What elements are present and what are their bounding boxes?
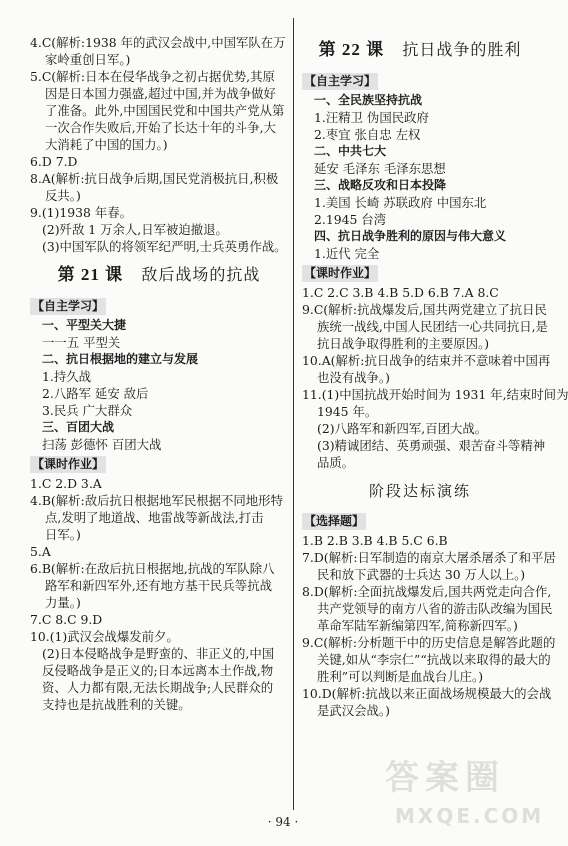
self-study-answers: [302, 92, 538, 262]
answer-line: 3.民兵 广大群众: [42, 403, 133, 418]
answer-line: 4.C(解析:1938 年的武汉会战中,中国军队在万: [30, 35, 286, 50]
section-label: 【课时作业】: [32, 457, 105, 471]
answer-line: 了准备。此外,中国国民党和中国共产党从第: [45, 103, 285, 118]
section-label: 【自主学习】: [304, 74, 377, 88]
homework-answers: [302, 284, 568, 471]
page-number: · 94 ·: [267, 815, 299, 829]
answer-line: 大消耗了中国的国力。): [45, 137, 168, 152]
answer-line: 2.八路军 延安 敌后: [42, 386, 149, 401]
answer-line: 1.美国 长崎 苏联政府 中国东北: [314, 195, 487, 210]
answer-line: 6.D 7.D: [30, 154, 78, 169]
answer-line: 6.B(解析:在敌后抗日根据地,抗战的军队除八: [30, 561, 275, 576]
answer-line: 7.D(解析:日军制造的南京大屠杀屠杀了和平居: [302, 550, 556, 565]
answer-line: 5.A: [30, 544, 51, 559]
answer-line: 8.A(解析:抗日战争后期,国民党消极抗日,积极: [30, 171, 279, 186]
previous-lesson-answers: [30, 34, 288, 255]
answer-line: 民和放下武器的士兵达 30 万人以上。): [317, 567, 526, 582]
answer-line: 扫荡 彭德怀 百团大战: [42, 437, 162, 452]
answer-line: 路军和新四军外,还有地方基干民兵等抗战: [45, 578, 272, 593]
answer-line: 10.D(解析:抗战以来正面战场规模最大的会战: [302, 686, 552, 701]
column-divider: [293, 18, 294, 810]
lesson-number: 第 22 课: [318, 40, 385, 59]
answer-line: 家岭重创日军。): [45, 52, 131, 67]
answer-line: 10.(1)武汉会战爆发前夕。: [30, 629, 179, 644]
subheading: 三、战略反攻和日本投降: [314, 178, 447, 192]
answer-line: (2)八路军和新四军,百团大战。: [317, 421, 488, 436]
answer-line: 关键,如从“李宗仁”“抗战以来取得的最大的: [317, 652, 551, 667]
answer-line: (3)中国军队的将领军纪严明,士兵英勇作战。: [42, 239, 287, 254]
homework-answers: [30, 475, 288, 713]
lesson-22-heading: [302, 38, 538, 62]
subheading: 一、平型关大捷: [42, 318, 127, 332]
answer-line: 5.C(解析:日本在侵华战争之初占据优势,其原: [30, 69, 275, 84]
section-label: 【课时作业】: [304, 266, 377, 280]
answer-line: 1.C 2.D 3.A: [30, 476, 102, 491]
left-column: [30, 34, 288, 713]
answer-line: 日军。): [45, 527, 81, 542]
right-column: [302, 38, 568, 719]
answer-line: (3)精诚团结、英勇顽强、艰苦奋斗等精神: [317, 438, 546, 453]
answer-line: 反共。): [45, 188, 81, 203]
answer-line: 1945 年。: [317, 404, 378, 419]
answer-line: (2)歼敌 1 万余人,日军被迫撤退。: [42, 222, 228, 237]
subheading: 三、百团大战: [42, 420, 115, 434]
answer-line: 1.C 2.C 3.B 4.B 5.D 6.B 7.A 8.C: [302, 285, 499, 300]
answer-line: 1.近代 完全: [314, 246, 380, 261]
lesson-number: 第 21 课: [57, 265, 124, 284]
answer-line: 族统一战线,中国人民团结一心共同抗日,是: [317, 319, 548, 334]
answer-line: 9.C(解析:抗战爆发后,国共两党建立了抗日民: [302, 302, 547, 317]
answer-line: 11.(1)中国抗战开始时间为 1931 年,结束时间为: [302, 387, 568, 402]
subheading: 一、全民族坚持抗战: [314, 93, 423, 107]
answer-line: 是武汉会战。): [317, 703, 390, 718]
answer-line: 2.枣宜 张自忠 左权: [314, 127, 421, 142]
answer-line: 力量。): [45, 595, 81, 610]
answer-line: 9.C(解析:分析题干中的历史信息是解答此题的: [302, 635, 556, 650]
answer-line: 一一五 平型关: [42, 335, 121, 350]
subheading: 四、抗日战争胜利的原因与伟大意义: [314, 229, 507, 243]
answer-line: 10.A(解析:抗日战争的结束并不意味着中国再: [302, 353, 551, 368]
answer-line: (2)日本侵略战争是野蛮的、非正义的,中国: [42, 646, 275, 661]
section-label: 【自主学习】: [32, 299, 105, 313]
subheading: 二、抗日根据地的建立与发展: [42, 352, 199, 366]
lesson-title: 抗日战争的胜利: [402, 40, 522, 59]
answer-line: 一次合作失败后,开始了长达十年的斗争,大: [45, 120, 276, 135]
answer-line: 7.C 8.C 9.D: [30, 612, 103, 627]
answer-line: 共产党领导的南方八省的游击队改编为国民: [317, 601, 553, 616]
stage-title: 阶段达标演练: [368, 482, 471, 500]
answer-line: 革命军陆军新编第四军,简称新四军。): [317, 618, 518, 633]
answer-line: 1.B 2.B 3.B 4.B 5.C 6.B: [302, 533, 448, 548]
lesson-21-heading: [30, 263, 288, 287]
answer-line: 支持也是抗战胜利的关键。: [42, 697, 191, 712]
answer-line: 点,发明了地道战、地雷战等新战法,打击: [45, 510, 264, 525]
subheading: 二、中共七大: [314, 144, 387, 158]
answer-line: 抗日战争取得胜利的主要原因。): [317, 336, 490, 351]
answer-line: 品质。: [317, 455, 355, 470]
choice-answers: [302, 532, 556, 719]
lesson-title: 敌后战场的抗战: [141, 265, 261, 284]
answer-line: 也没有战争。): [317, 370, 390, 385]
answer-line: 1.汪精卫 伪国民政府: [314, 110, 429, 125]
answer-line: 资、人力都有限,无法长期战争;人民群众的: [42, 680, 274, 695]
answer-line: 2.1945 台湾: [314, 212, 387, 227]
answer-line: 1.持久战: [42, 369, 91, 384]
answer-line: 9.(1)1938 年春。: [30, 205, 133, 220]
self-study-answers: [30, 317, 288, 453]
watermark-url: MXQE.COM: [395, 804, 545, 828]
answer-line: 4.B(解析:敌后抗日根据地军民根据不同地形特: [30, 493, 283, 508]
answer-line: 8.D(解析:全面抗战爆发后,国共两党走向合作,: [302, 584, 552, 599]
answer-line: 因是日本国力强盛,超过中国,并为战争做好: [45, 86, 276, 101]
answer-line: 延安 毛泽东 毛泽东思想: [314, 161, 446, 176]
answer-line: 胜利”可以判断是血战台儿庄。): [317, 669, 484, 684]
answer-line: 反侵略战争是正义的;日本远离本土作战,物: [42, 663, 274, 678]
watermark-logo: 答案圈: [385, 758, 505, 798]
section-label: 【选择题】: [304, 514, 365, 528]
